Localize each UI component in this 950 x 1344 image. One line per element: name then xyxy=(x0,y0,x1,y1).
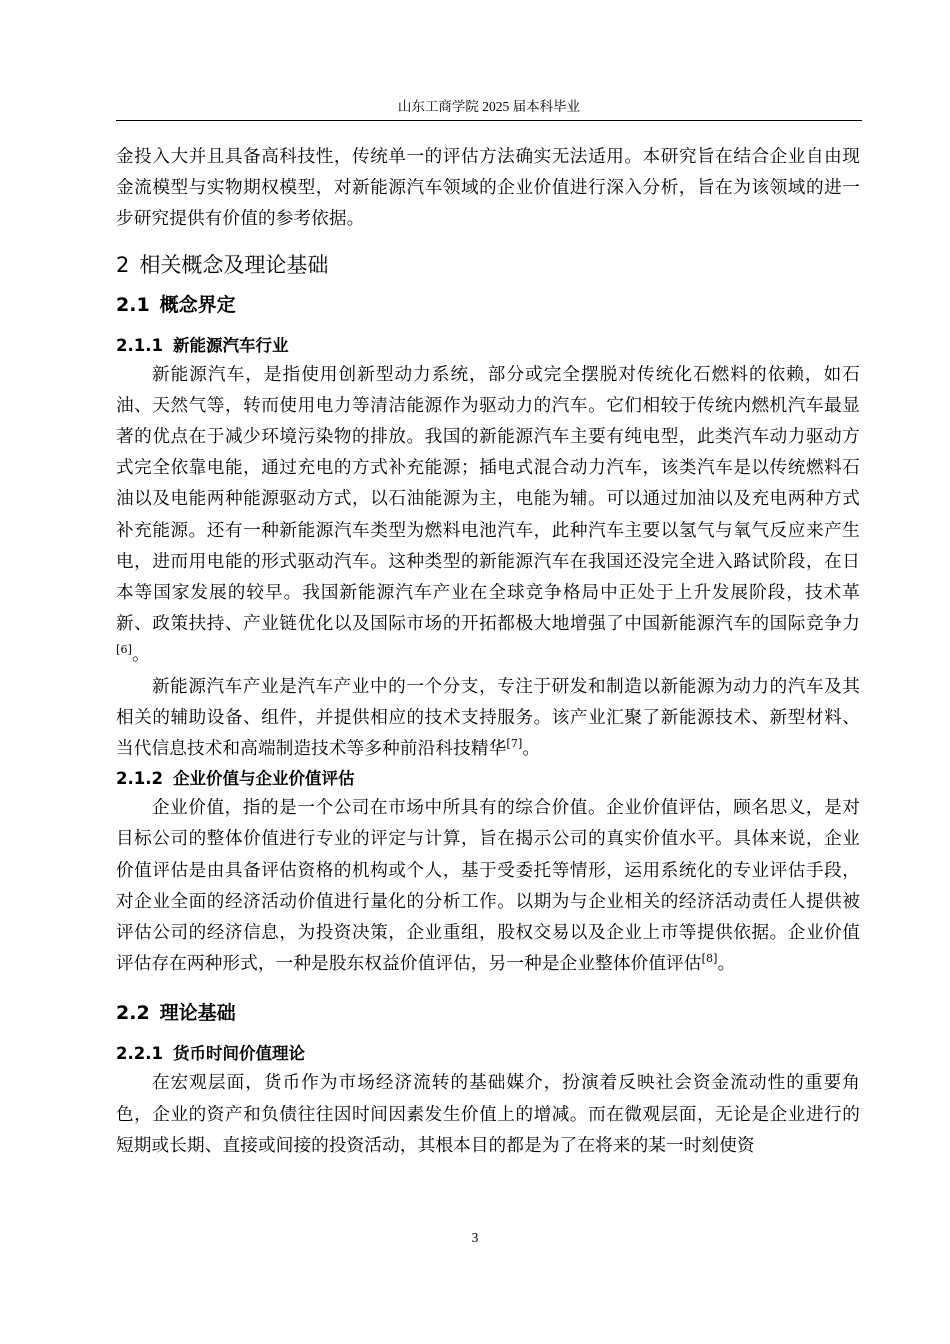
paragraph-end: 。 xyxy=(522,739,541,760)
paragraph-text: 新能源汽车，是指使用创新型动力系统，部分或完全摆脱对传统化石燃料的依赖，如石油、天然气等，转而使用电力等清洁能源作为驱动力的汽车。它们相较于传统内燃机汽车最显著的优点在于减少环境污染物的排放。我国的新能源汽车主要有纯电型，此类汽车动力驱动方式完全依靠电能，通过充电的方式补充能源；插电式混合动力汽车，该类汽车是以传统燃料石油以及电能两种能源驱动方式，以石油能源为主，电能为辅。可以通过加油以及充电两种方式补充能源。还有一种新能源汽车类型为燃料电池汽车，此种汽车主要以氢气与氧气反应来产生电，进而用电能的形式驱动汽车。这种类型的新能源汽车在我国还没完全进入路试阶段，在日本等国家发展的较早。我国新能源汽车产业在全球竞争格局中正处于上升发展阶段，技术革新、政策扶持、产业链优化以及国际市场的开拓都极大地增强了中国新能源汽车的国际竞争力 xyxy=(116,364,860,635)
section-heading-2 xyxy=(116,251,860,279)
paragraph-end: 。 xyxy=(132,645,150,666)
citation-ref: [7] xyxy=(506,737,523,751)
citation-ref: [8] xyxy=(701,952,718,966)
section-heading-2-2-1 xyxy=(116,1042,860,1066)
paragraph-text: 新能源汽车产业是汽车产业中的一个分支，专注于研发和制造以新能源为动力的汽车及其相关的辅助设备、组件，并提供相应的技术支持服务。该产业汇聚了新能源技术、新型材料、当代信息技术和高端制造技术等多种前沿科技精华 xyxy=(116,676,860,760)
header-rule xyxy=(116,120,862,121)
section-heading-2-2 xyxy=(116,1000,860,1026)
section-heading-2-1 xyxy=(116,292,860,318)
section-number: 2.2 xyxy=(116,1002,150,1025)
page-number: 3 xyxy=(471,1230,479,1245)
section-number: 2.1.2 xyxy=(116,769,163,789)
section-title: 理论基础 xyxy=(159,1002,236,1025)
citation-ref: [6] xyxy=(116,643,133,657)
section-title: 概念界定 xyxy=(159,293,236,316)
section-number: 2 xyxy=(116,252,130,277)
paragraph-nev-definition xyxy=(116,360,860,672)
section-number: 2.2.1 xyxy=(116,1044,163,1064)
page-body xyxy=(116,142,860,1162)
paragraph-enterprise-value xyxy=(116,793,860,980)
intro-paragraph: 金投入大并且具备高科技性，传统单一的评估方法确实无法适用。本研究旨在结合企业自由现金流模型与实物期权模型，对新能源汽车领域的企业价值进行深入分析，旨在为该领域的进一步研究提供有价值的参考依据。 xyxy=(116,147,860,230)
paragraph-nev-industry xyxy=(116,672,860,766)
section-number: 2.1.1 xyxy=(116,335,163,355)
section-number: 2.1 xyxy=(116,293,150,316)
paragraph-text: 企业价值，指的是一个公司在市场中所具有的综合价值。企业价值评估，顾名思义，是对目标公司的整体价值进行专业的评定与计算，旨在揭示公司的真实价值水平。具体来说，企业价值评估是由具备评估资格的机构或个人，基于受委托等情形，运用系统化的专业评估手段，对企业全面的经济活动价值进行量化的分析工作。以期为与企业相关的经济活动责任人提供被评估公司的经济信息，为投资决策，企业重组，股权交易以及企业上市等提供依据。企业价值评估存在两种形式，一种是股东权益价值评估，另一种是企业整体价值评估 xyxy=(116,798,860,975)
section-title: 相关概念及理论基础 xyxy=(139,252,329,277)
paragraph-end: 。 xyxy=(717,954,736,975)
section-title: 企业价值与企业价值评估 xyxy=(172,769,355,789)
paragraph-time-value: 在宏观层面，货币作为市场经济流转的基础媒介，扮演着反映社会资金流动性的重要角色，企业的资产和负债往往因时间因素发生价值上的增减。而在微观层面，无论是企业进行的短期或长期、直接或间接的投资活动，其根本目的都是为了在将来的某一时刻使资 xyxy=(116,1073,860,1156)
section-heading-2-1-2 xyxy=(116,767,860,791)
section-title: 货币时间价值理论 xyxy=(172,1044,305,1064)
section-heading-2-1-1 xyxy=(116,334,860,358)
section-title: 新能源汽车行业 xyxy=(172,335,289,355)
running-header: 山东工商学院 2025 届本科毕业 xyxy=(397,99,581,114)
